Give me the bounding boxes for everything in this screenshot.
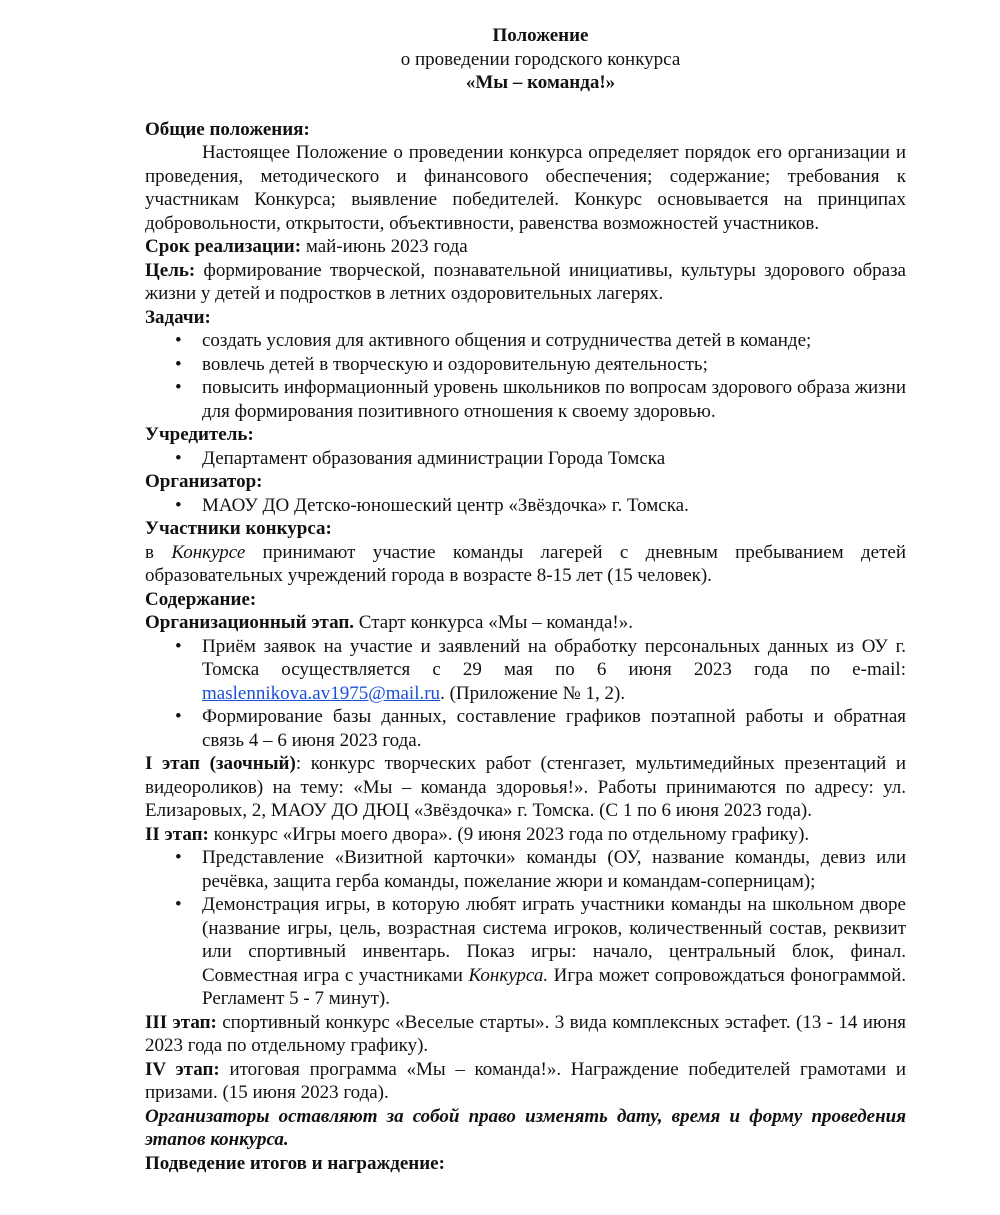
participants-heading: Участники конкурса: bbox=[145, 518, 332, 539]
org-item1-text: Приём заявок на участие и заявлений на обработку персональных данных из ОУ г. Томска осуществляется с 29 мая по 6 июня 2023 года по e-mail: bbox=[202, 635, 906, 680]
organizers-note: Организаторы оставляют за собой право изменять дату, время и форму проведения этапов конкурса. bbox=[145, 1105, 906, 1150]
stage1-line bbox=[145, 752, 906, 823]
founder-list bbox=[145, 447, 906, 471]
goal-label: Цель: bbox=[145, 259, 196, 281]
stage3-label: III этап: bbox=[145, 1011, 217, 1033]
stage3-text: спортивный конкурс «Веселые старты». 3 вида комплексных эстафет. (13 - 14 июня 2023 года по отдельному графику). bbox=[145, 1011, 907, 1056]
content-heading: Содержание: bbox=[145, 588, 257, 610]
stage2-line bbox=[145, 823, 906, 847]
org-stage-label: Организационный этап. bbox=[145, 612, 355, 633]
stage2-item2-pre: Демонстрация игры, в которую любят играть участники команды на школьном дворе (название игры, цель, возрастная система игроков, количественный состав, реквизит или спортивный инвентарь. Показ игры: начало, центральный блок, финал. Совместная игра с участниками bbox=[202, 894, 906, 986]
founder-heading: Учредитель: bbox=[145, 424, 254, 445]
list-item bbox=[145, 635, 906, 706]
participants-pre: в bbox=[145, 541, 172, 563]
contest-name: «Мы – команда!» bbox=[465, 72, 616, 93]
stage1-label: I этап (заочный) bbox=[145, 753, 296, 774]
stage2-item2-italic: Конкурса. bbox=[468, 964, 549, 986]
stage3-line bbox=[145, 1011, 906, 1058]
organizer-heading: Организатор: bbox=[145, 471, 263, 492]
stage4-label: IV этап: bbox=[145, 1058, 220, 1080]
list-item: • создать условия для активного общения и сотрудничества детей в команде; bbox=[145, 329, 906, 353]
list-item: • Департамент образования администрации Города Томска bbox=[145, 447, 906, 471]
org-stage-text: Старт конкурса «Мы – команда!». bbox=[354, 612, 633, 633]
stage4-line bbox=[145, 1058, 906, 1105]
tasks-list bbox=[145, 329, 906, 423]
list-item: • Формирование базы данных, составление графиков поэтапной работы и обратная связь 4 – 6 июня 2023 года. bbox=[145, 705, 906, 752]
participants-post: принимают участие команды лагерей с дневным пребыванием детей образовательных учреждений города в возрасте 8-15 лет (15 человек). bbox=[145, 541, 906, 586]
document-page bbox=[145, 24, 906, 1175]
document-subtitle: о проведении городского конкурса bbox=[400, 48, 681, 70]
goal-value: формирование творческой, познавательной инициативы, культуры здорового образа жизни у детей и подростков в летних оздоровительных лагерях. bbox=[145, 259, 906, 304]
email-link[interactable]: maslennikova.av1975@mail.ru bbox=[202, 682, 441, 704]
org-stage-line bbox=[145, 611, 906, 635]
organizer-list bbox=[145, 494, 906, 518]
stage2-list bbox=[145, 846, 906, 1011]
summary-heading: Подведение итогов и награждение: bbox=[145, 1152, 445, 1174]
stage2-text: конкурс «Игры моего двора». (9 июня 2023 года по отдельному графику). bbox=[208, 823, 810, 845]
document-title: Положение bbox=[492, 25, 589, 46]
participants-text bbox=[145, 541, 906, 588]
stage4-text: итоговая программа «Мы – команда!». Награждение победителей грамотами и призами. (15 июня 2023 года). bbox=[145, 1058, 906, 1103]
term-line bbox=[145, 235, 906, 259]
tasks-heading: Задачи: bbox=[145, 306, 211, 328]
stage2-item2-post: Игра может сопровождаться фонограммой. Регламент 5 - 7 минут). bbox=[202, 964, 906, 1009]
stage2-label: II этап: bbox=[145, 823, 209, 845]
stage1-text: : конкурс творческих работ (стенгазет, мультимедийных презентаций и видеороликов) на тему: «Мы – команда здоровья!». Работы принимаются по адресу: ул. Елизаровых, 2, МАОУ ДО ДЮЦ «Звёздочка» г. Томска. (С 1 по 6 июня 2023 года). bbox=[145, 753, 907, 821]
list-item: • вовлечь детей в творческую и оздоровительную деятельность; bbox=[145, 353, 906, 377]
general-heading: Общие положения: bbox=[145, 118, 310, 140]
org-item1-post: . (Приложение № 1, 2). bbox=[440, 682, 626, 704]
goal-line bbox=[145, 259, 906, 306]
term-label: Срок реализации: bbox=[145, 236, 302, 257]
general-text: Настоящее Положение о проведении конкурса определяет порядок его организации и проведения, методического и финансового обеспечения; содержание; требования к участникам Конкурса; выявление победителей. Конкурс основывается на принципах добровольности, открытости, объективности, равенства возможностей участников. bbox=[145, 142, 906, 234]
list-item: • Представление «Визитной карточки» команды (ОУ, название команды, девиз или речёвка, защита герба команды, пожелание жюри и командам-соперницам); bbox=[145, 846, 906, 893]
term-value: май-июнь 2023 года bbox=[301, 236, 468, 257]
org-stage-list bbox=[145, 635, 906, 753]
list-item: • МАОУ ДО Детско-юношеский центр «Звёздочка» г. Томска. bbox=[145, 494, 906, 518]
list-item: • повысить информационный уровень школьников по вопросам здорового образа жизни для формирования позитивного отношения к своему здоровью. bbox=[145, 376, 906, 423]
list-item bbox=[145, 893, 906, 1011]
participants-italic: Конкурсе bbox=[171, 541, 246, 563]
